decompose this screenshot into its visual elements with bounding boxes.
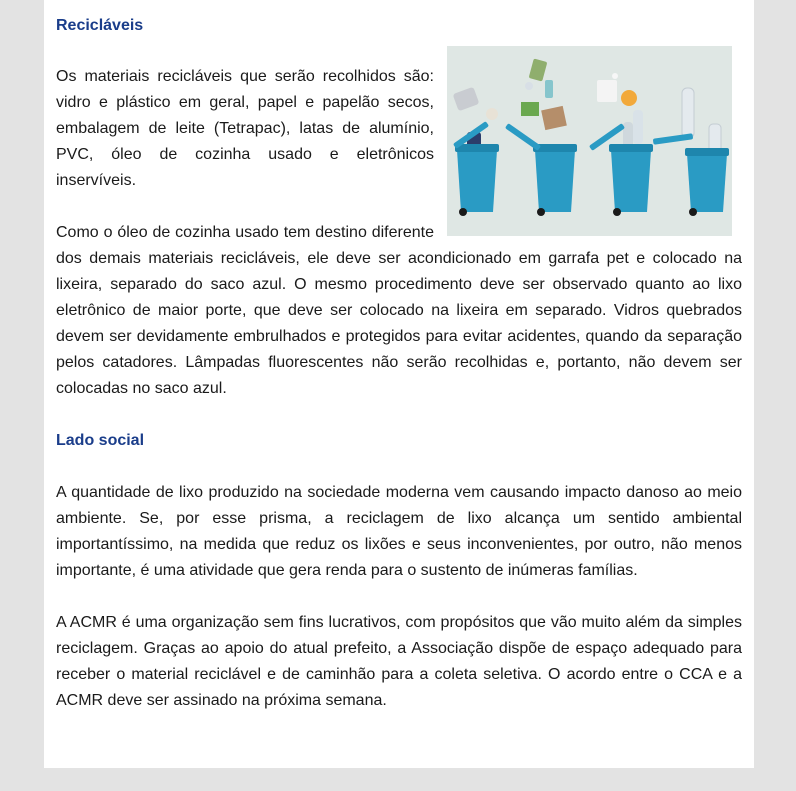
reciclaveis-paragraph-2: Como o óleo de cozinha usado tem destino diferente dos demais materiais recicláveis, ele deve ser acondicionado em garrafa pet e colocado na lixeira, separado do saco azul. O mesmo procedimento deve ser observado quanto ao lixo eletrônico de maior porte, que deve ser colocado na lixeira em separado. Vidros quebrados devem ser devidamente embrulhados e protegidos para evitar acidentes, quando da separação pelos catadores. Lâmpadas fluorescentes não serão recolhidas e, portanto, não devem ser colocadas no saco azul. xyxy=(56,224,742,397)
lado-social-paragraph-1: A quantidade de lixo produzido na sociedade moderna vem causando impacto danoso ao meio ambiente. Se, por esse prisma, a reciclagem de lixo alcança um sentido ambiental importantíssimo, na medida que reduz os lixões e seus inconvenientes, por outro, não menos importante, é uma atividade que gera renda para o sustento de inúmeras famílias. xyxy=(56,484,742,579)
article-page xyxy=(44,0,754,768)
reciclaveis-paragraph-1: Os materiais recicláveis que serão recolhidos são: vidro e plástico em geral, papel e papelão secos, embalagem de leite (Tetrapac), latas de alumínio, PVC, óleo de cozinha usado e eletrônicos inservíveis. xyxy=(56,68,434,189)
article-content xyxy=(56,0,742,714)
lado-social-paragraph-2: A ACMR é uma organização sem fins lucrativos, com propósitos que vão muito além da simples reciclagem. Graças ao apoio do atual prefeito, a Associação dispõe de espaço adequado para receber o material reciclável e de caminhão para a coleta seletiva. O acordo entre o CCA e a ACMR deve ser assinado na próxima semana. xyxy=(56,614,742,709)
section-heading-reciclaveis: Recicláveis xyxy=(56,17,144,34)
section-heading-lado-social: Lado social xyxy=(56,432,145,449)
recycling-bins-photo xyxy=(447,46,732,236)
